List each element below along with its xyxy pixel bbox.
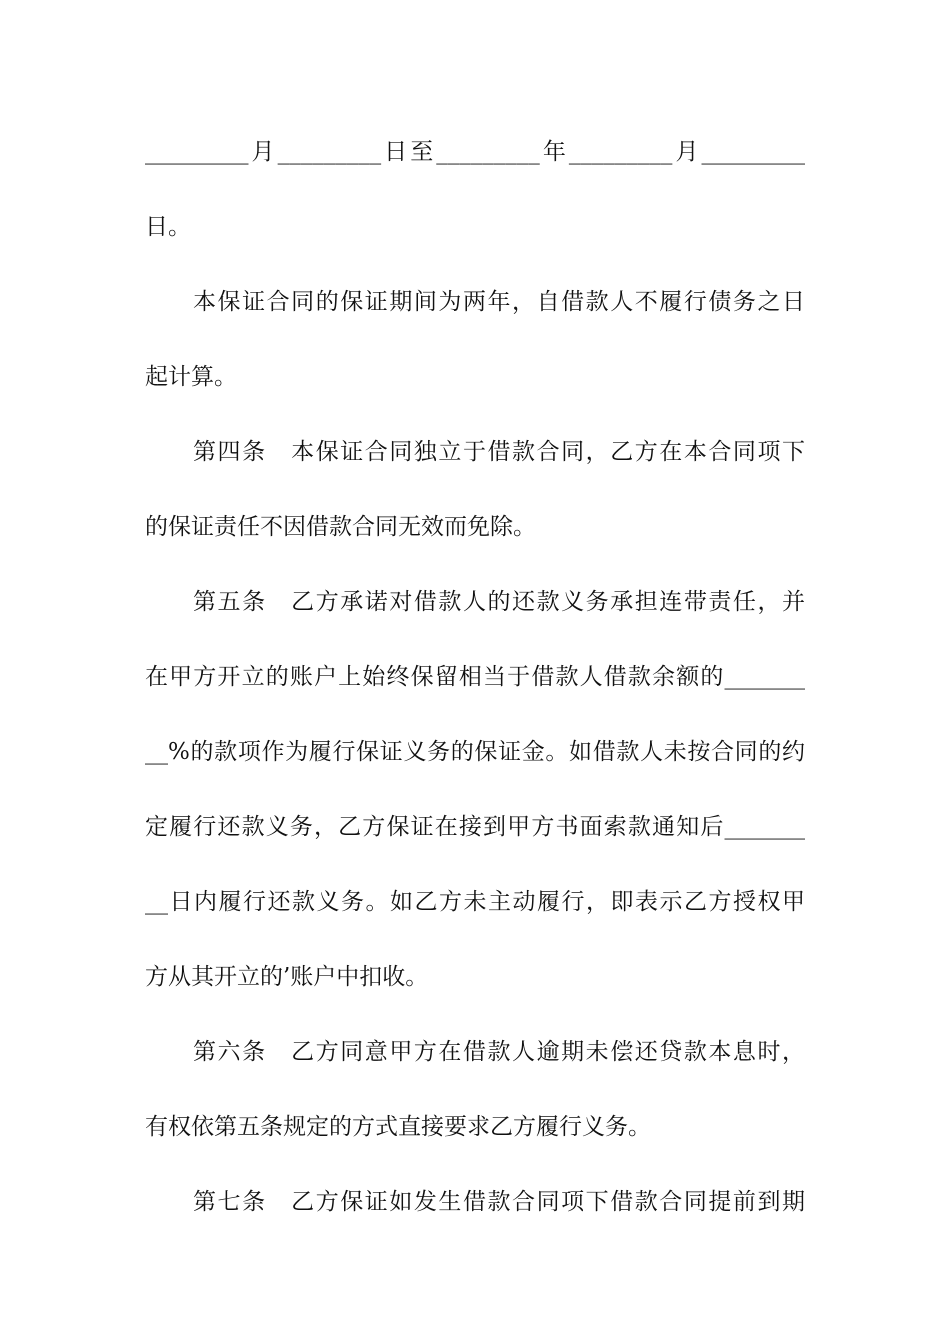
text-line-3: 本保证合同的保证期间为两年，自借款人不履行债务之日 [193,289,805,315]
article-6-line-1: 第六条 乙方同意甲方在借款人逾期未偿还贷款本息时， [193,1039,805,1065]
article-5-line-2: 在甲方开立的账户上始终保留相当于借款人借款余额的_______ [145,664,805,690]
article-5-line-1: 第五条 乙方承诺对借款人的还款义务承担连带责任，并 [193,589,805,615]
article-7-line-1: 第七条 乙方保证如发生借款合同项下借款合同提前到期 [193,1189,805,1215]
article-5-line-6: 方从其开立的’账户中扣收。 [145,964,429,990]
article-4-line-2: 的保证责任不因借款合同无效而免除。 [145,514,536,540]
article-5-line-5: __日内履行还款义务。如乙方未主动履行，即表示乙方授权甲 [145,889,805,915]
article-5-line-4: 定履行还款义务，乙方保证在接到甲方书面索款通知后_______ [145,814,805,840]
article-4-line-1: 第四条 本保证合同独立于借款合同，乙方在本合同项下 [193,439,805,465]
text-line-1: _________月_________日至_________年_________月_________ [145,139,805,165]
article-5-line-3: __%的款项作为履行保证义务的保证金。如借款人未按合同的约 [145,739,805,765]
text-line-4: 起计算。 [145,364,237,390]
text-line-2: 日。 [145,214,191,240]
article-6-line-2: 有权依第五条规定的方式直接要求乙方履行义务。 [145,1114,651,1140]
